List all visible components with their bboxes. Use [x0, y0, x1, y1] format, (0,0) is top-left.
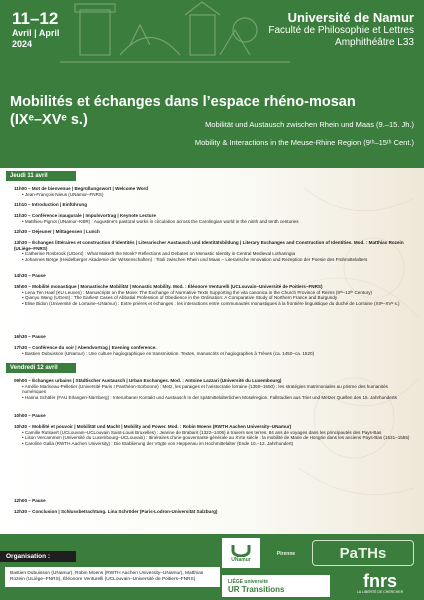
- program-item-title: 15h00 – Mobilité monastique | Monastische Mobilität | Monastic Mobility. Mod. : Éléonore Venturelli (UCLouvain–Université de Poitiers–FNRS): [14, 284, 323, 289]
- program-speaker: • Lena Ten Haaf (KU Leuven) : Manuscripts on the Move: The Exchange of Normative Texts Supporting the vita canonica in the Church Province of Reims (9ᵗʰ–12ᵗʰ Century): [22, 289, 373, 295]
- pirenne-logo: [270, 536, 302, 572]
- program-speaker: • Bastien Dubuisson (UNamur) : Une culture hagiographique en transmission. Textes, manuscrits et hagiographes à Trèves (ca. 1450–ca. 1520): [22, 350, 315, 356]
- pirenne-logo-text: Pirenne: [276, 551, 296, 557]
- day-label-friday: Vendredi 12 avril: [6, 363, 76, 373]
- program-item-title: 10h00 – Pause: [14, 413, 46, 418]
- subtitle-english: Mobility & Interactions in the Meuse-Rhine Region (9ᵗʰ–15ᵗʰ Cent.): [194, 138, 414, 147]
- program-speaker: • Amélie Marineau-Pelletier (Université Paris I Panthéon-Sorbonne) : Metz, les paraiges et l’aristocratie lorraine (1350–1550) : les stratégies matrimoniales au prisme des humanités numériques: [22, 383, 388, 395]
- program-speaker: • Qianyu Wang (UGent) : The Earliest Cases of Abbatial Profession of Obedience in the Ordination: A Comparative Study of Northern France and Burgundy: [22, 295, 338, 301]
- fnrs-caption: LA LIBERTÉ DE CHERCHER: [356, 590, 404, 594]
- fnrs-logo: [348, 568, 412, 598]
- program-item: [14, 186, 410, 197]
- ur-transitions-logo-text: UR Transitions: [228, 584, 285, 594]
- program-item: [14, 202, 410, 208]
- program-item: [14, 273, 410, 279]
- event-dates: [12, 10, 59, 50]
- program-item: [14, 413, 410, 419]
- organisers-list: Bastien Dubuisson (UNamur), Robin Moens (RWTH Aachen University–UNamur), Matthias Rozein (ULiège–FNRS), Éléonore Venturelli (UCLouvain–Université de Poitiers–FNRS): [5, 567, 220, 587]
- program-item: [14, 240, 410, 262]
- program-item-title: 11h10 – Introduction | Einführung: [14, 202, 88, 207]
- program-item: [14, 213, 410, 224]
- program-item: [14, 509, 410, 515]
- program-item-title: 12h30 – Conclusion | Schlussbetrachtung. Lina Schröder (Paris-Lodron-Universität Salzburg): [14, 509, 218, 514]
- program-item-title: 16h30 – Pause: [14, 334, 46, 339]
- program-speaker: • Elise Bidon (Université de Lorraine–UNamur) : Entre prières et échanges : les interactions entre communautés monastiques à la frontière linguistique du duché de Lorraine (XIIᵉ–XVᵉ s.): [22, 300, 400, 306]
- date-month: Avril | April: [12, 28, 60, 38]
- institution-block: [268, 10, 414, 49]
- fnrs-logo-text: fnrs: [362, 571, 397, 591]
- date-days: 11–12: [12, 9, 59, 28]
- program-speaker: • Camille Rutsaert (UCLouvain–UCLouvain Saint-Louis Bruxelles) : Jeanne de Brabant (1322–1406) à travers ses terres. 84 ans de voyages dans les principautés des Pays-Bas: [22, 429, 382, 435]
- program-speaker: • Hanna Schäfer (FAU Erlangen-Nürnberg) : Interurbaner Kontakt und Austausch in der spätmittelalterlichen Moselregion. Fallstudien aus Trier und Metzer Quellen des 15. Jahrhunderts: [22, 394, 397, 400]
- program-item: [14, 498, 410, 504]
- program-item-title: 12h00 – Pause: [14, 498, 46, 503]
- faculty-name: Faculté de Philosophie et Lettres: [268, 25, 414, 36]
- title-line-2: (IXᵉ–XVᵉ s.): [10, 112, 88, 128]
- program-item-title: 11h00 – Mot de bienvenue | Begrüßungswort | Welcome Word: [14, 186, 149, 191]
- program-item: [14, 345, 410, 356]
- unamur-logo: [222, 538, 260, 568]
- unamur-logo-mark: [231, 543, 251, 557]
- program-speaker: • Johannes Börge (Heidelberger Akademie der Wissenschaften) : Tituli zwischen Rhein und Maas – Literarische Innovation und Rezeption der Poesie des Frühmittelalters: [22, 256, 368, 262]
- program-item: [14, 334, 410, 340]
- subtitle-german: Mobilität und Austausch zwischen Rhein und Maas (9.–15. Jh.): [205, 120, 414, 129]
- program-speaker: • Matthieu Pignot (UNamur–KBR) : Augustine’s pastoral works in circulation across the Carolingian world in the ninth and tenth centuries: [22, 218, 299, 224]
- venue-name: Amphithéâtre L33: [335, 37, 414, 48]
- program-item: [14, 229, 410, 235]
- day-label-thursday: Jeudi 11 avril: [6, 171, 76, 181]
- title-line-1: Mobilités et échanges dans l’espace rhéno-mosan: [10, 94, 356, 110]
- paths-logo: [312, 540, 414, 566]
- program-speaker: • Lison Vercammen (Université du Luxembourg–UCLouvain) : Itinéraires d’une gouvernante-générale au XVIe siècle : la mobilité de Marie de Hongrie dans les anciens Pays-Bas (1531–1555): [22, 435, 410, 441]
- date-year: 2024: [12, 39, 33, 49]
- program-item-title: 17h30 – Conférence du soir | Abendvortrag | Evening conference.: [14, 345, 157, 350]
- program-speaker: • Jean-François Nieus (UNamur–FNRS): [22, 191, 104, 197]
- program-item-title: 11h30 – Conférence inaugurale | Impulsvortrag | Keynote Lecture: [14, 213, 156, 218]
- medieval-illustration: [60, 0, 290, 78]
- program-item-title: 13h30 – Échanges littéraires et construction d’identités | Literarischer Austausch und Identitätsbildung | Literary Exchanges and Construction of Identities. Mod. : Matthias Rozein (ULiège–FNRS): [14, 240, 404, 251]
- program-item: [14, 424, 410, 446]
- program-item-title: 14h30 – Pause: [14, 273, 46, 278]
- program-item-title: 09h00 – Échanges urbains | Städtischer Austausch | Urban Exchanges. Mod. : Antoine Lazzari (Université du Luxembourg): [14, 378, 282, 383]
- program-item-title: 12h30 – Déjeuner | Mittagessen | Lunch: [14, 229, 100, 234]
- paths-logo-text: PaTHs: [339, 544, 387, 562]
- university-name: Université de Namur: [287, 10, 414, 25]
- program-item: [14, 378, 410, 400]
- unamur-logo-text: UNamur: [231, 557, 251, 563]
- header-banner: [0, 0, 424, 168]
- organisation-label: Organisation :: [0, 551, 76, 562]
- program-speaker: • Catherine Rosbrook (UGent) : What Maketh the Monk? Reflections and Debates on Monastic Identity in Central Medieval Lotharingia: [22, 251, 296, 257]
- uliege-logo-text: LIÈGE université: [228, 578, 269, 585]
- uliege-logo: [222, 575, 330, 597]
- program-item-title: 10h30 – Mobilité et pouvoir | Mobilität und Macht | Mobility and Power. Mod. : Robin Moens (RWTH Aachen University–UNamur): [14, 424, 292, 429]
- program-item: [14, 284, 410, 306]
- program-speaker: • Caroline Galla (RWTH Aachen University) : Die Etablierung der Vögte von Heppenau im Hochmittelalter (Ende 10.–12. Jahrhundert): [22, 440, 294, 446]
